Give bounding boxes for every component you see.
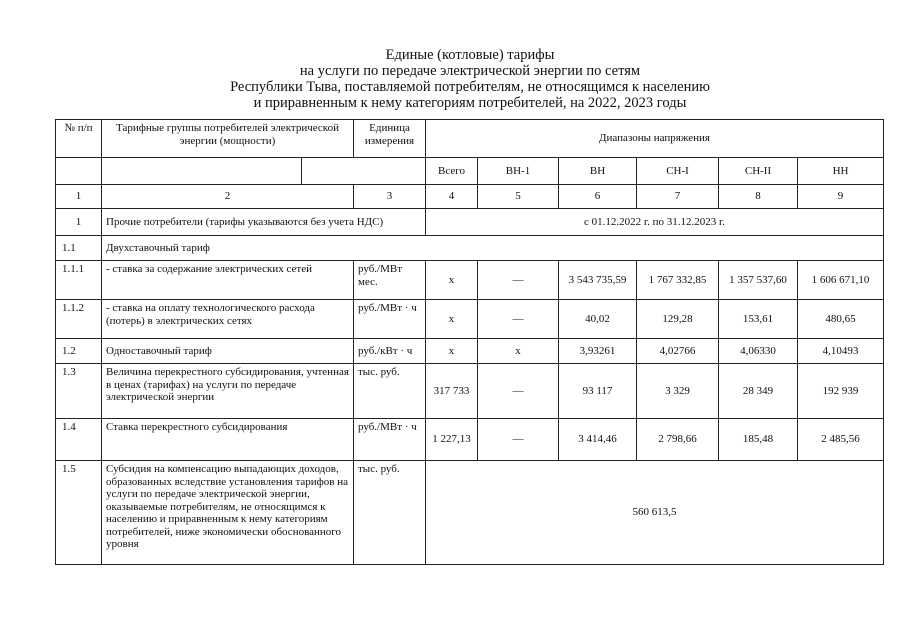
col-number: 3 [354, 185, 426, 209]
level-total: Всего [426, 158, 478, 185]
header-empty-group-b [302, 158, 426, 185]
value-cell: — [478, 364, 559, 419]
title-line-1: Единые (котловые) тарифы [385, 47, 555, 63]
header-row [56, 120, 884, 158]
col-number: 2 [102, 185, 354, 209]
row-name: Субсидия на компенсацию выпадающих доходов, образованных вследствие установления тарифов на услуги по передаче электрической энергии, оказываемые потребителям, не относящимся к населению и приравненным к нему категориям потребителей, ниже экономически обоснованного уровня [102, 461, 354, 565]
col-number: 5 [478, 185, 559, 209]
value-cell: 1 227,13 [426, 419, 478, 461]
value-cell: — [478, 419, 559, 461]
row-unit: руб./кВт · ч [354, 339, 426, 364]
subsidy-value: 560 613,5 [426, 461, 884, 565]
row-number: 1.4 [56, 419, 102, 461]
row-name: Величина перекрестного субсидирования, учтенная в ценах (тарифах) на услуги по передаче электрической энергии [102, 364, 354, 419]
value-cell: 4,02766 [637, 339, 719, 364]
value-cell: 4,06330 [719, 339, 798, 364]
table-row [56, 419, 884, 461]
value-cell: 1 606 671,10 [798, 261, 884, 300]
value-cell: — [478, 261, 559, 300]
row-name: Ставка перекрестного субсидирования [102, 419, 354, 461]
value-cell: 192 939 [798, 364, 884, 419]
row-number: 1 [56, 209, 102, 236]
col-number: 9 [798, 185, 884, 209]
row-name: - ставка на оплату технологического расхода (потерь) в электрических сетях [102, 300, 354, 339]
row-number: 1.1 [56, 236, 102, 261]
value-cell: х [478, 339, 559, 364]
row-period: с 01.12.2022 г. по 31.12.2023 г. [426, 209, 884, 236]
header-groups: Тарифные группы потребителей электрической энергии (мощности) [102, 120, 354, 158]
row-number: 1.3 [56, 364, 102, 419]
title-line-3: Республики Тыва, поставляемой потребителям, не относящимся к населению [230, 79, 710, 95]
col-number: 4 [426, 185, 478, 209]
level-sn2: СН-II [719, 158, 798, 185]
col-number: 6 [559, 185, 637, 209]
value-cell: х [426, 339, 478, 364]
value-cell: 1 357 537,60 [719, 261, 798, 300]
tariff-table [55, 119, 884, 565]
value-cell: 2 798,66 [637, 419, 719, 461]
column-numbers-row [56, 185, 884, 209]
col-number: 1 [56, 185, 102, 209]
document-title [190, 47, 750, 111]
row-number: 1.1.2 [56, 300, 102, 339]
value-cell: 40,02 [559, 300, 637, 339]
value-cell: 3 329 [637, 364, 719, 419]
header-empty-no [56, 158, 102, 185]
value-cell: 480,65 [798, 300, 884, 339]
header-unit: Единица измерения [354, 120, 426, 158]
level-sn1: СН-I [637, 158, 719, 185]
table-row [56, 339, 884, 364]
value-cell: х [426, 300, 478, 339]
value-cell: 1 767 332,85 [637, 261, 719, 300]
header-ranges: Диапазоны напряжения [426, 120, 884, 158]
value-cell: 129,28 [637, 300, 719, 339]
value-cell: 3 543 735,59 [559, 261, 637, 300]
level-vn1: ВН-1 [478, 158, 559, 185]
value-cell: 153,61 [719, 300, 798, 339]
table-row [56, 300, 884, 339]
header-no: № п/п [56, 120, 102, 158]
value-cell: 2 485,56 [798, 419, 884, 461]
row-name: - ставка за содержание электрических сетей [102, 261, 354, 300]
row-unit: руб./МВт мес. [354, 261, 426, 300]
value-cell: 317 733 [426, 364, 478, 419]
row-unit: тыс. руб. [354, 461, 426, 565]
title-line-2: на услуги по передаче электрической энергии по сетям [299, 63, 641, 79]
row-number: 1.2 [56, 339, 102, 364]
table-row [56, 236, 884, 261]
level-nn: НН [798, 158, 884, 185]
row-unit: тыс. руб. [354, 364, 426, 419]
value-cell: 28 349 [719, 364, 798, 419]
row-name: Прочие потребители (тарифы указываются без учета НДС) [102, 209, 426, 236]
value-cell: 4,10493 [798, 339, 884, 364]
col-number: 7 [637, 185, 719, 209]
header-empty-group-a [102, 158, 302, 185]
row-number: 1.5 [56, 461, 102, 565]
header-levels-row [56, 158, 884, 185]
table-row [56, 364, 884, 419]
table-row [56, 261, 884, 300]
value-cell: 93 117 [559, 364, 637, 419]
title-line-4: и приравненным к нему категориям потребителей, на 2022, 2023 годы [253, 95, 687, 111]
row-unit: руб./МВт · ч [354, 300, 426, 339]
value-cell: 3 414,46 [559, 419, 637, 461]
row-unit: руб./МВт · ч [354, 419, 426, 461]
level-vn: ВН [559, 158, 637, 185]
table-row [56, 461, 884, 565]
row-number: 1.1.1 [56, 261, 102, 300]
value-cell: х [426, 261, 478, 300]
value-cell: — [478, 300, 559, 339]
value-cell: 3,93261 [559, 339, 637, 364]
col-number: 8 [719, 185, 798, 209]
table-row [56, 209, 884, 236]
value-cell: 185,48 [719, 419, 798, 461]
row-name: Двухставочный тариф [102, 236, 884, 261]
row-name: Одноставочный тариф [102, 339, 354, 364]
